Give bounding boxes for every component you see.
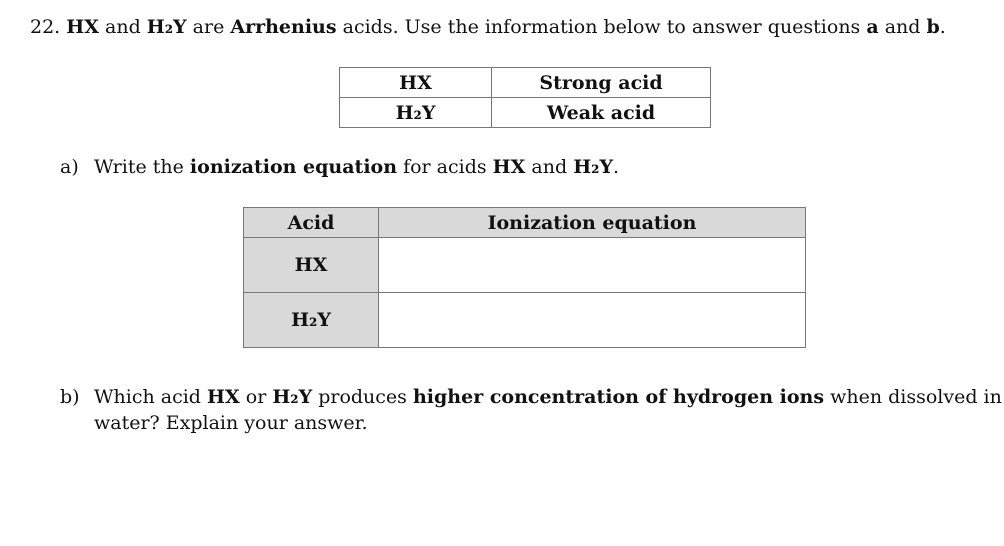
ionization-equation-table [243,207,806,348]
table-row [340,68,711,98]
part-b-text: H₂Y [272,386,313,408]
intro-part: Arrhenius [230,16,337,38]
part-b-text: or [239,386,273,408]
part-a-text: for acids [397,156,493,178]
intro-part: and [878,16,927,38]
part-a-text: ionization equation [189,156,398,178]
part-a-prompt [60,156,619,178]
equation-answer-cell[interactable] [379,293,806,348]
part-b-label: b) [60,386,80,408]
header-acid: Acid [244,208,379,238]
intro-part: . [939,16,946,38]
part-a-text: H₂Y [573,156,614,178]
acid-name-cell: H₂Y [340,98,492,128]
intro-part: HX [66,16,99,38]
header-equation: Ionization equation [379,208,806,238]
part-b-line [60,384,1002,410]
question-intro [30,16,946,38]
part-b-text: Which acid [94,386,208,408]
part-b-line: water? Explain your answer. [94,412,368,434]
intro-part: are [186,16,231,38]
part-a-label: a) [60,156,79,178]
part-b-text: when dissolved in [824,386,1002,408]
part-a-text: HX [492,156,526,178]
acid-cell: HX [244,238,379,293]
intro-part: H₂Y [146,16,187,38]
intro-part: and [98,16,147,38]
acid-strength-table [339,67,711,128]
table-row [244,293,806,348]
question-number: 22. [30,16,61,38]
equation-answer-cell[interactable] [379,238,806,293]
acid-name-cell: HX [340,68,492,98]
part-b-text: produces [312,386,413,408]
acid-type-cell: Weak acid [492,98,711,128]
intro-part: a [866,16,879,38]
intro-part: acids. Use the information below to answer questions [336,16,867,38]
part-b-text: HX [207,386,240,408]
part-a-text: and [525,156,574,178]
table-row [244,238,806,293]
acid-type-cell: Strong acid [492,68,711,98]
table-header-row [244,208,806,238]
part-b-text: higher concentration of hydrogen ions [412,386,825,408]
part-b-prompt [60,384,1002,436]
acid-cell: H₂Y [244,293,379,348]
table-row [340,98,711,128]
intro-part: b [926,16,940,38]
part-a-text: Write the [94,156,190,178]
part-a-text: . [613,156,620,178]
